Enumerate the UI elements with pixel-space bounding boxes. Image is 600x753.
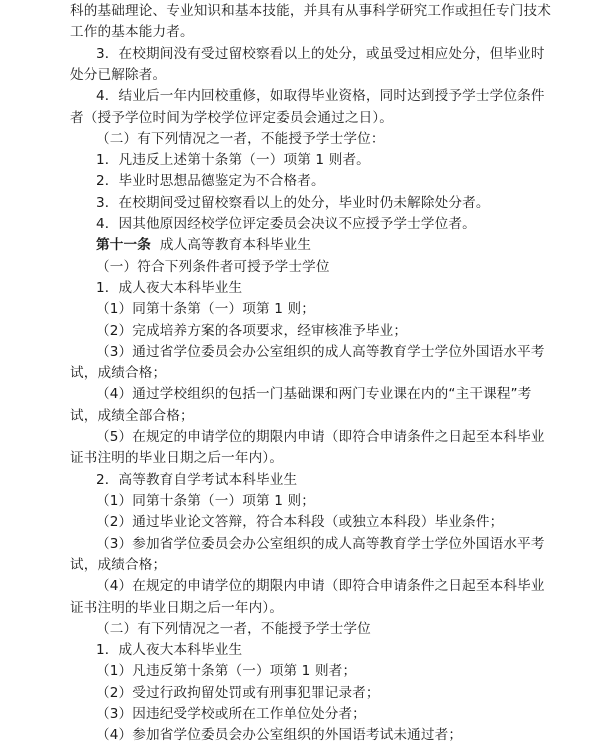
text-line: （一）符合下列条件者可授予学士学位 [96,259,330,275]
text-line: 工作的基本能力者。 [70,24,194,40]
text-line: （二）有下列情况之一者，不能授予学士学位： [96,131,385,147]
text-line: （5）在规定的申请学位的期限内申请（即符合申请条件之日起至本科毕业 [96,429,545,445]
text-line: （3）通过省学位委员会办公室组织的成人高等教育学士学位外国语水平考 [96,344,545,360]
text-line: （4）通过学校组织的包括一门基础课和两门专业课在内的“主干课程”考 [96,386,532,402]
text-line: 1．凡违反上述第十条第（一）项第 1 则者。 [96,152,370,168]
text-line: 证书注明的毕业日期之后一年内）。 [70,600,284,616]
text-line: （1）凡违反第十条第（一）项第 1 则者； [96,663,357,679]
text-line: 试，成绩合格； [70,365,167,381]
text-line: 4．因其他原因经校学位评定委员会决议不应授予学士学位者。 [96,216,476,232]
text-line: 处分已解除者。 [70,67,167,83]
text-line: 4．结业后一年内回校重修，如取得毕业资格，同时达到授予学士学位条件 [96,88,545,104]
text-line: （3）参加省学位委员会办公室组织的成人高等教育学士学位外国语水平考 [96,536,545,552]
text-line: （4）参加省学位委员会办公室组织的外国语考试未通过者； [96,727,463,743]
text-line: 2．毕业时思想品德鉴定为不合格者。 [96,173,325,189]
text-line: 3．在校期间没有受过留校察看以上的处分，或虽受过相应处分，但毕业时 [96,46,545,62]
text-line: （1）同第十条第（一）项第 1 则； [96,493,315,509]
text-line: （二）有下列情况之一者，不能授予学士学位 [96,621,371,637]
article-heading [96,236,311,254]
text-line: 证书注明的毕业日期之后一年内）。 [70,450,284,466]
text-line: 1．成人夜大本科毕业生 [96,280,243,296]
text-line: 3．在校期间受过留校察看以上的处分，毕业时仍未解除处分者。 [96,195,490,211]
article-number: 第十一条 [96,237,151,253]
text-line: 1．成人夜大本科毕业生 [96,642,243,658]
text-line: （2）完成培养方案的各项要求，经审核准予毕业； [96,323,408,339]
text-line: （1）同第十条第（一）项第 1 则； [96,301,315,317]
text-line: 科的基础理论、专业知识和基本技能，并具有从事科学研究工作或担任专门技术 [70,3,552,19]
text-line: （3）因违纪受学校或所在工作单位处分者； [96,706,366,722]
article-title: 成人高等教育本科毕业生 [150,237,312,253]
text-line: 试，成绩全部合格； [70,408,194,424]
text-line: 2．高等教育自学考试本科毕业生 [96,472,298,488]
text-line: 者（授予学位时间为学校学位评定委员会通过之日）。 [70,110,394,126]
text-line: （2）受过行政拘留处罚或有刑事犯罪记录者； [96,685,380,701]
text-line: （4）在规定的申请学位的期限内申请（即符合申请条件之日起至本科毕业 [96,578,545,594]
text-line: 试，成绩合格； [70,557,167,573]
text-line: （2）通过毕业论文答辩，符合本科段（或独立本科段）毕业条件； [96,514,504,530]
